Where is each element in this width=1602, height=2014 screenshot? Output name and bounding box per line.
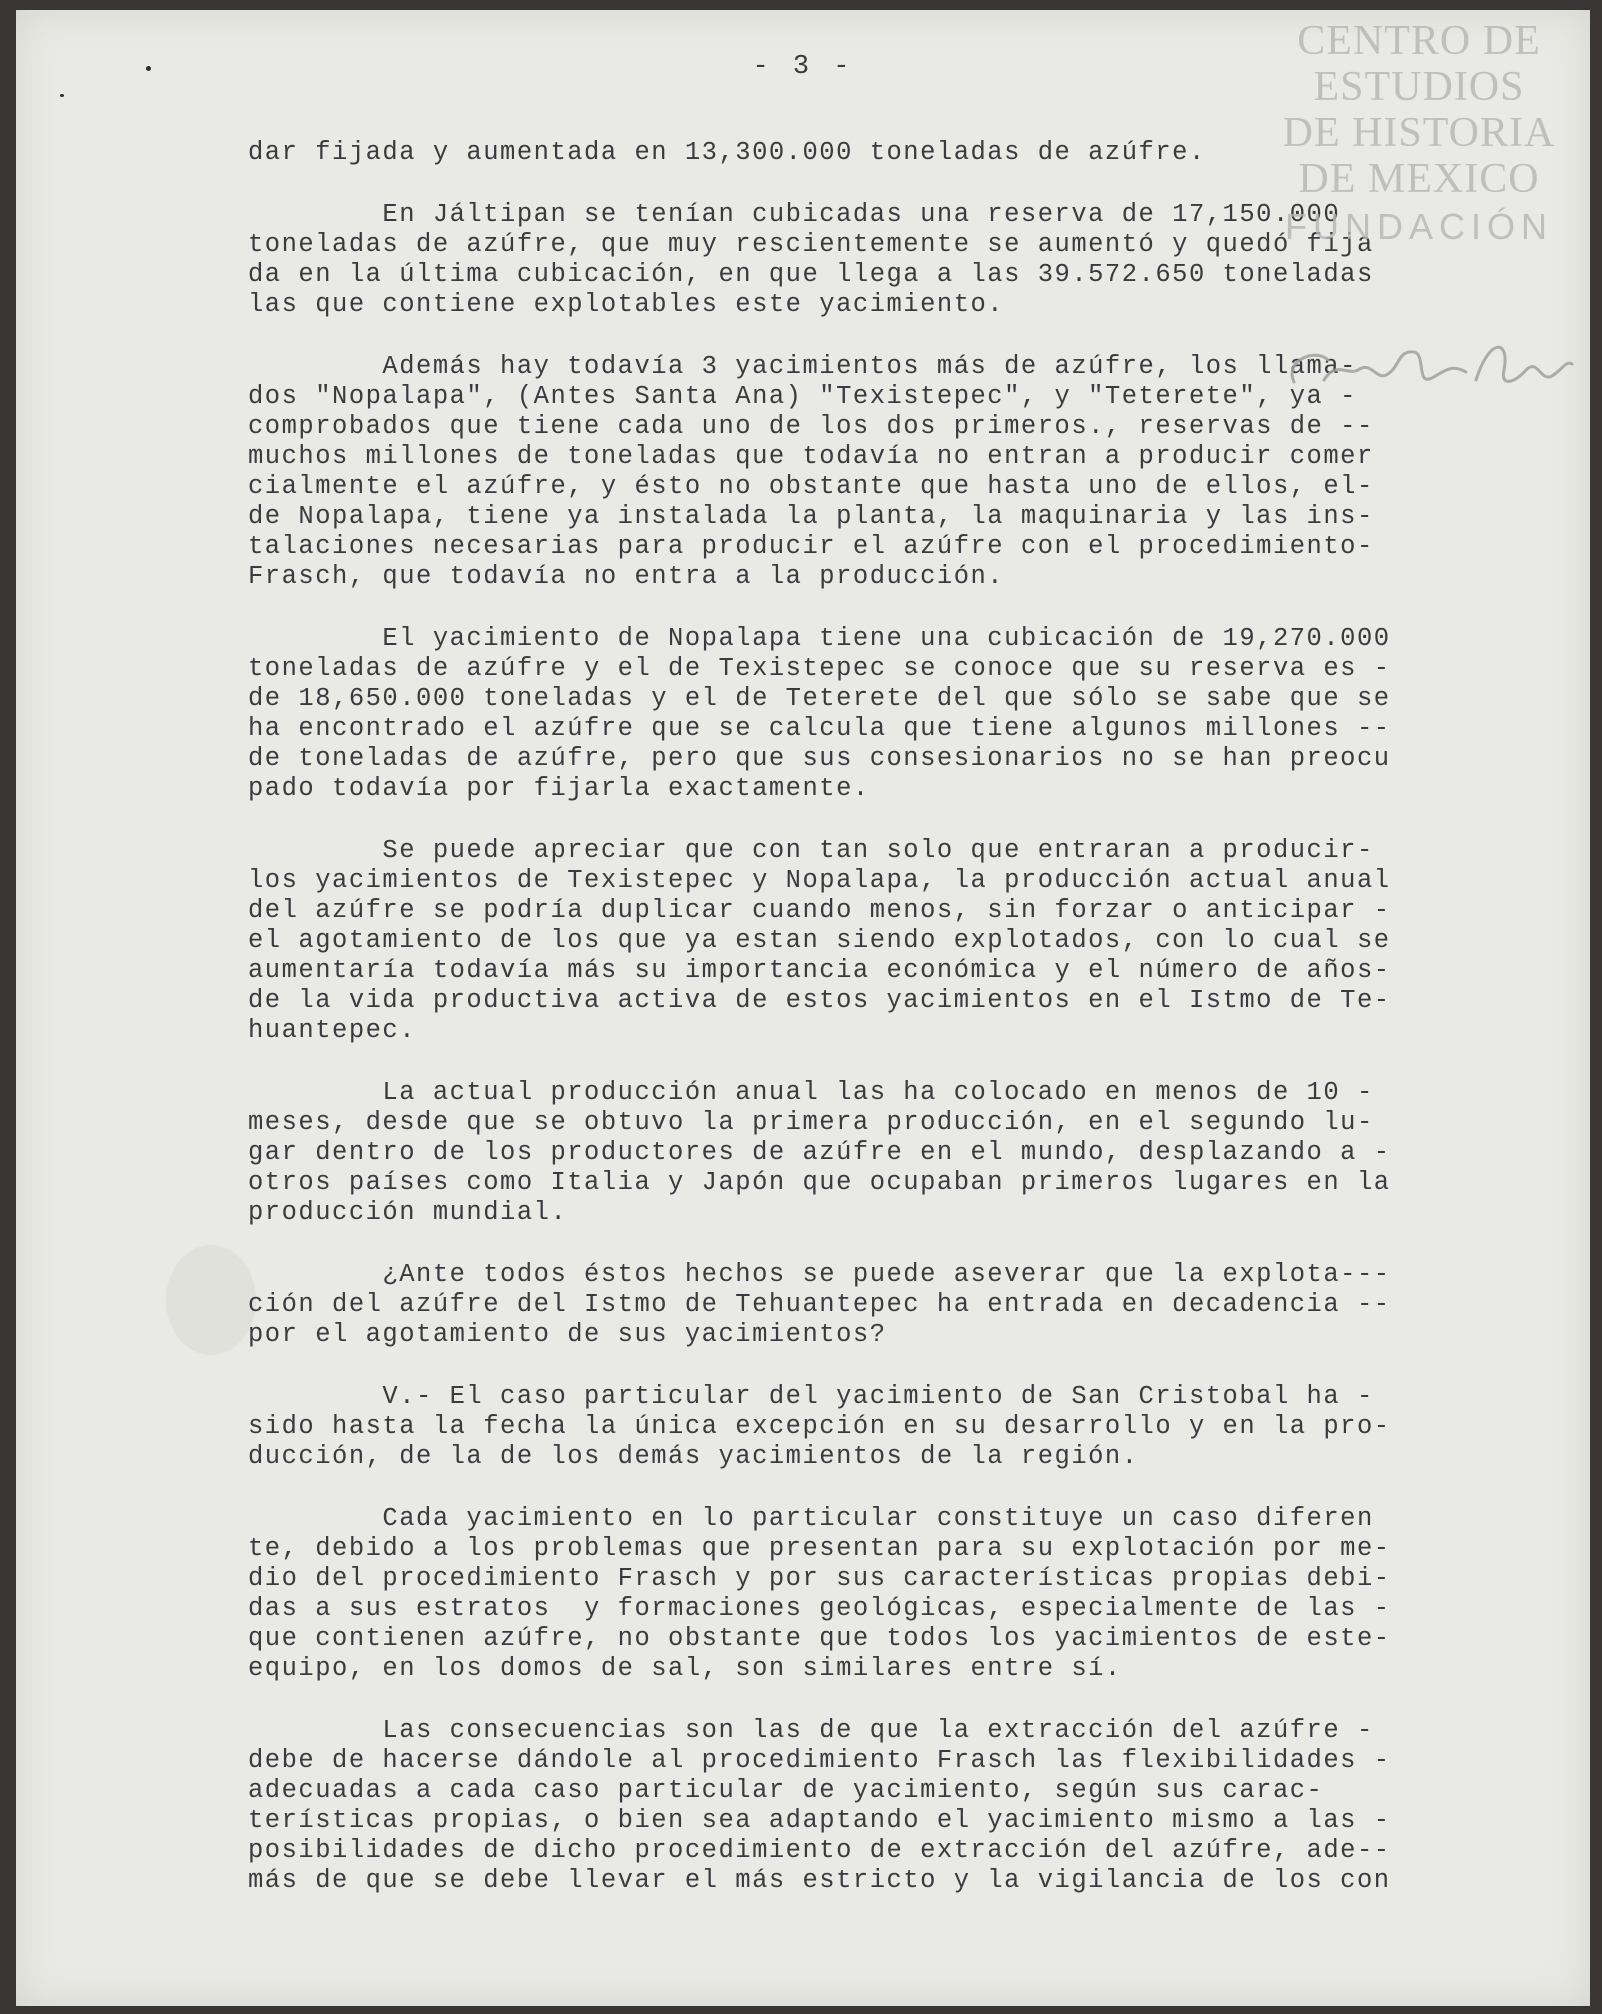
text-line: el agotamiento de los que ya estan siendo explotados, con lo cual se: [248, 926, 1391, 955]
text-line: dio del procedimiento Frasch y por sus características propias debi-: [248, 1564, 1391, 1593]
signature-mark: [1276, 330, 1576, 410]
text-line: por el agotamiento de sus yacimientos?: [248, 1320, 887, 1349]
text-line: adecuadas a cada caso particular de yacimiento, según sus carac-: [248, 1776, 1324, 1805]
text-line: ha encontrado el azúfre que se calcula que tiene algunos millones --: [248, 714, 1391, 743]
paragraph: [248, 1260, 1548, 1350]
watermark-line: DE MEXICO: [1298, 156, 1540, 202]
paper-smudge: [166, 1245, 256, 1355]
text-line: da en la última cubicación, en que llega a las 39.572.650 toneladas: [248, 260, 1374, 289]
text-line: ducción, de la de los demás yacimientos de la región.: [248, 1442, 1139, 1471]
paragraph: [248, 836, 1548, 1046]
text-line: las que contiene explotables este yacimiento.: [248, 290, 1005, 319]
text-line: posibilidades de dicho procedimiento de extracción del azúfre, ade--: [248, 1836, 1391, 1865]
paragraph: [248, 624, 1548, 804]
text-line: ¿Ante todos éstos hechos se puede aseverar que la explota---: [248, 1260, 1391, 1289]
text-line: producción mundial.: [248, 1198, 568, 1227]
text-line: toneladas de azúfre, que muy rescientemente se aumentó y quedó fija: [248, 230, 1374, 259]
text-line: ción del azúfre del Istmo de Tehuantepec ha entrada en decadencia --: [248, 1290, 1391, 1319]
ink-dot: [60, 94, 64, 97]
text-line: debe de hacerse dándole al procedimiento Frasch las flexibilidades -: [248, 1746, 1391, 1775]
text-line: muchos millones de toneladas que todavía no entran a producir comer: [248, 442, 1374, 471]
text-line: Se puede apreciar que con tan solo que entraran a producir-: [248, 836, 1374, 865]
watermark-fundacion: FUNDACIÓN: [1285, 206, 1553, 247]
text-line: dar fijada y aumentada en 13,300.000 toneladas de azúfre.: [248, 138, 1206, 167]
text-line: Cada yacimiento en lo particular constituye un caso diferen: [248, 1504, 1374, 1533]
text-line: sido hasta la fecha la única excepción en su desarrollo y en la pro-: [248, 1412, 1391, 1441]
text-line: gar dentro de los productores de azúfre en el mundo, desplazando a -: [248, 1138, 1391, 1167]
text-line: La actual producción anual las ha colocado en menos de 10 -: [248, 1078, 1374, 1107]
paragraph-gap: [248, 1046, 1548, 1078]
paragraph: [248, 1078, 1548, 1228]
text-line: los yacimientos de Texistepec y Nopalapa, la producción actual anual: [248, 866, 1391, 895]
text-line: cialmente el azúfre, y ésto no obstante que hasta uno de ellos, el-: [248, 472, 1374, 501]
paragraph-gap: [248, 592, 1548, 624]
text-line: más de que se debe llevar el más estricto y la vigilancia de los con: [248, 1866, 1391, 1895]
text-line: Además hay todavía 3 yacimientos más de azúfre, los llama-: [248, 352, 1357, 381]
text-line: toneladas de azúfre y el de Texistepec se conoce que su reserva es -: [248, 654, 1391, 683]
paragraph-gap: [248, 1472, 1548, 1504]
paragraph: [248, 1382, 1548, 1472]
text-line: del azúfre se podría duplicar cuando menos, sin forzar o anticipar -: [248, 896, 1391, 925]
document-page: [16, 10, 1590, 2006]
paragraph: [248, 1504, 1548, 1684]
text-line: comprobados que tiene cada uno de los dos primeros., reservas de --: [248, 412, 1374, 441]
watermark-line: DE HISTORIA: [1282, 110, 1556, 156]
text-line: de la vida productiva activa de estos yacimientos en el Istmo de Te-: [248, 986, 1391, 1015]
text-line: equipo, en los domos de sal, son similares entre sí.: [248, 1654, 1122, 1683]
text-line: terísticas propias, o bien sea adaptando el yacimiento mismo a las -: [248, 1806, 1391, 1835]
text-line: talaciones necesarias para producir el azúfre con el procedimiento-: [248, 532, 1374, 561]
paragraph-gap: [248, 1350, 1548, 1382]
text-line: otros países como Italia y Japón que ocupaban primeros lugares en la: [248, 1168, 1391, 1197]
text-line: En Jáltipan se tenían cubicadas una reserva de 17,150.000: [248, 200, 1341, 229]
paragraph-gap: [248, 1684, 1548, 1716]
paragraph: [248, 1716, 1548, 1896]
text-line: Frasch, que todavía no entra a la producción.: [248, 562, 1005, 591]
text-line: aumentaría todavía más su importancia económica y el número de años-: [248, 956, 1391, 985]
watermark-line: CENTRO DE: [1297, 18, 1541, 64]
text-line: de Nopalapa, tiene ya instalada la planta, la maquinaria y las ins-: [248, 502, 1374, 531]
text-line: dos "Nopalapa", (Antes Santa Ana) "Texistepec", y "Teterete", ya -: [248, 382, 1357, 411]
text-line: Las consecuencias son las de que la extracción del azúfre -: [248, 1716, 1374, 1745]
paragraph-gap: [248, 804, 1548, 836]
text-line: te, debido a los problemas que presentan para su explotación por me-: [248, 1534, 1391, 1563]
text-line: pado todavía por fijarla exactamente.: [248, 774, 870, 803]
text-line: de 18,650.000 toneladas y el de Teterete del que sólo se sabe que se: [248, 684, 1391, 713]
paragraph-gap: [248, 1228, 1548, 1260]
page-number: - 3 -: [752, 52, 854, 82]
watermark-line: ESTUDIOS: [1313, 64, 1525, 110]
text-line: que contienen azúfre, no obstante que todos los yacimientos de este-: [248, 1624, 1391, 1653]
text-line: meses, desde que se obtuvo la primera producción, en el segundo lu-: [248, 1108, 1374, 1137]
archive-watermark: [1254, 18, 1584, 248]
text-line: de toneladas de azúfre, pero que sus consesionarios no se han preocu: [248, 744, 1391, 773]
text-line: V.- El caso particular del yacimiento de San Cristobal ha -: [248, 1382, 1374, 1411]
text-line: huantepec.: [248, 1016, 417, 1045]
text-line: das a sus estratos y formaciones geológicas, especialmente de las -: [248, 1594, 1391, 1623]
text-line: El yacimiento de Nopalapa tiene una cubicación de 19,270.000: [248, 624, 1391, 653]
